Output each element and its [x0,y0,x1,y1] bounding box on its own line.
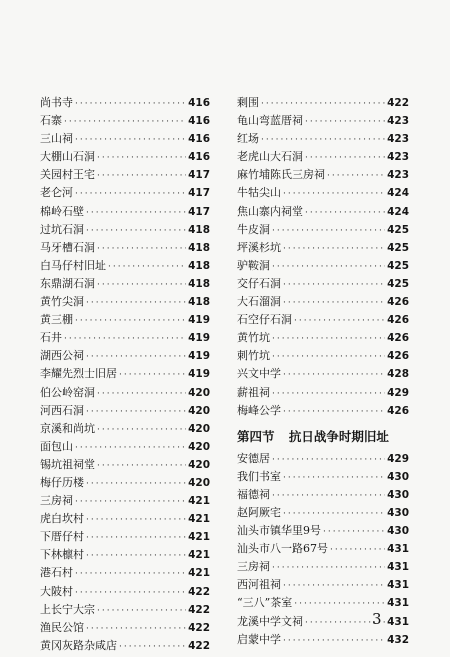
dot-leader [283,469,385,487]
entry-title: 黄冈灰路杂咸店 [40,638,117,652]
entry-title: 赵阿厥宅 [237,505,281,519]
toc-entry [237,365,409,383]
dot-leader [272,451,385,469]
dot-leader [86,204,186,222]
entry-title: 石空仔石洞 [237,313,292,327]
entry-title: 大棚山石洞 [40,150,95,164]
toc-entry [237,275,409,293]
entry-title: 老虎山大石洞 [237,150,303,164]
toc-entry [40,601,210,619]
toc-entry [40,94,210,112]
entry-title: 大石溜洞 [237,295,281,309]
dot-leader [86,475,186,493]
entry-page-number: 431 [387,561,409,574]
entry-title: 安德居 [237,451,270,465]
entry-title: 牛牯尖山 [237,186,281,200]
toc-entry [237,203,409,221]
dot-leader [119,366,186,384]
dot-leader [86,547,186,565]
entry-title: 东鼎湖石洞 [40,276,95,290]
toc-entry [237,148,409,166]
entry-page-number: 417 [188,205,210,218]
entry-page-number: 421 [188,495,210,508]
entry-title: 梅仔历楼 [40,475,84,489]
entry-title: 关园村王宅 [40,168,95,182]
section-heading [237,424,409,450]
entry-page-number: 421 [188,513,210,526]
dot-leader [86,529,186,547]
toc-entry [40,510,210,528]
entry-title: 三山祠 [40,132,73,146]
toc-entry [237,613,409,631]
toc-entry [40,184,210,202]
entry-title: 西河祖祠 [237,578,281,592]
dot-leader [283,185,385,203]
entry-title: 京溪和尚坑 [40,421,95,435]
entry-page-number: 431 [387,597,409,610]
toc-entry [237,522,409,540]
entry-page-number: 420 [188,422,210,435]
toc-entry [237,184,409,202]
dot-leader [283,403,385,421]
toc-entry [40,365,210,383]
dot-leader [108,258,186,276]
dot-leader [323,523,385,541]
toc-entry [40,546,210,564]
entry-title: 上长宁大宗 [40,602,95,616]
toc-entry [237,594,409,612]
entry-title: 梅峰公学 [237,403,281,417]
entry-title: 黄三棚 [40,313,73,327]
entry-page-number: 425 [387,241,409,254]
toc-entry [40,166,210,184]
dot-leader [75,185,186,203]
toc-entry [40,347,210,365]
toc-entry [40,275,210,293]
entry-title: 坪溪杉坑 [237,240,281,254]
toc-entry [40,384,210,402]
toc-column-right [237,94,409,649]
toc-entry [40,311,210,329]
entry-title: 石井 [40,331,62,345]
toc-list-section [237,450,409,649]
entry-title: 石寨 [40,114,62,128]
toc-entry [40,637,210,655]
dot-leader [97,421,186,439]
toc-entry [237,166,409,184]
entry-title: 虎白坎村 [40,512,84,526]
section-number: 第四节 [237,428,275,444]
dot-leader [283,294,385,312]
entry-title: 我们书室 [237,469,281,483]
entry-title: 大陂村 [40,584,73,598]
entry-title: 老仑河 [40,186,73,200]
entry-page-number: 431 [387,543,409,556]
entry-page-number: 416 [188,115,210,128]
toc-entry [40,148,210,166]
dot-leader [97,167,186,185]
entry-page-number: 426 [387,296,409,309]
entry-title: 三房祠 [40,494,73,508]
toc-entry [237,450,409,468]
dot-leader [327,167,385,185]
entry-title: 福德祠 [237,487,270,501]
dot-leader [97,149,186,167]
entry-title: 黄竹尖洞 [40,295,84,309]
dot-leader [272,222,385,240]
toc-entry [40,329,210,347]
dot-leader [272,559,385,577]
entry-page-number: 426 [387,350,409,363]
entry-page-number: 425 [387,277,409,290]
entry-page-number: 421 [188,531,210,544]
dot-leader [75,312,186,330]
toc-entry [237,112,409,130]
entry-page-number: 428 [387,368,409,381]
toc-entry [237,293,409,311]
toc-entry [40,420,210,438]
dot-leader [283,505,385,523]
entry-title: 焦山寨内祠堂 [237,204,303,218]
dot-leader [119,638,186,656]
toc-entry [237,576,409,594]
dot-leader [97,457,186,475]
toc-entry [237,329,409,347]
entry-title: 牛皮洞 [237,222,270,236]
dot-leader [305,149,385,167]
entry-page-number: 426 [387,332,409,345]
toc-entry [237,347,409,365]
entry-page-number: 425 [387,259,409,272]
entry-title: 薪祖祠 [237,385,270,399]
dot-leader [97,240,186,258]
toc-entry [40,203,210,221]
entry-title: 黄竹坑 [237,331,270,345]
dot-leader [97,602,186,620]
entry-page-number: 417 [188,169,210,182]
toc-entry [40,564,210,582]
entry-title: 下厝仔村 [40,530,84,544]
entry-title: 下林檩村 [40,548,84,562]
entry-title: 龙溪中学文祠 [237,614,303,628]
entry-page-number: 418 [188,241,210,254]
entry-title: 面包山 [40,439,73,453]
entry-title: 驴鞍洞 [237,258,270,272]
toc-entry [40,528,210,546]
toc-entry [40,583,210,601]
toc-entry [40,619,210,637]
entry-title: 兴文中学 [237,367,281,381]
entry-page-number: 419 [188,368,210,381]
entry-title: 交仔石洞 [237,276,281,290]
entry-page-number: 418 [188,259,210,272]
dot-leader [97,276,186,294]
entry-page-number: 419 [188,314,210,327]
toc-entry [237,384,409,402]
toc-entry [237,311,409,329]
toc-entry [237,468,409,486]
entry-page-number: 430 [387,488,409,501]
toc-entry [40,474,210,492]
dot-leader [75,131,186,149]
dot-leader [86,511,186,529]
entry-page-number: 420 [188,476,210,489]
entry-page-number: 419 [188,332,210,345]
toc-entry [40,293,210,311]
dot-leader [272,348,385,366]
toc-entry [237,558,409,576]
toc-entry [40,402,210,420]
dot-leader [272,487,385,505]
dot-leader [283,632,385,650]
toc-entry [40,456,210,474]
dot-leader [283,577,385,595]
section-title: 抗日战争时期旧址 [288,428,389,444]
entry-page-number: 418 [188,296,210,309]
dot-leader [283,366,385,384]
entry-page-number: 429 [387,386,409,399]
toc-entry [237,631,409,649]
dot-leader [272,385,385,403]
entry-page-number: 420 [188,440,210,453]
entry-page-number: 416 [188,133,210,146]
dot-leader [330,541,385,559]
entry-title: 尚书寺 [40,96,73,109]
toc-list-right [237,94,409,420]
dot-leader [75,565,186,583]
entry-page-number: 430 [387,525,409,538]
entry-page-number: 430 [387,470,409,483]
entry-title: 湖西公祠 [40,349,84,363]
toc-entry [237,221,409,239]
entry-title: 红场 [237,132,259,146]
toc-entry [40,239,210,257]
entry-page-number: 431 [387,615,409,628]
dot-leader [86,222,186,240]
dot-leader [86,348,186,366]
entry-title: 过坑石洞 [40,222,84,236]
entry-page-number: 424 [387,205,409,218]
toc-entry [237,257,409,275]
dot-leader [86,294,186,312]
entry-page-number: 422 [188,603,210,616]
dot-leader [305,113,385,131]
dot-leader [294,312,385,330]
entry-page-number: 423 [387,151,409,164]
entry-page-number: 425 [387,223,409,236]
dot-leader [64,330,186,348]
toc-entry [237,130,409,148]
entry-page-number: 418 [188,277,210,290]
toc-entry [40,257,210,275]
toc-entry [237,540,409,558]
toc-entry [237,402,409,420]
entry-title: 汕头市镇华里9号 [237,524,321,538]
dot-leader [75,584,186,602]
entry-page-number: 426 [387,404,409,417]
entry-page-number: 422 [188,585,210,598]
entry-page-number: 426 [387,314,409,327]
toc-entry [237,239,409,257]
entry-page-number: 429 [387,452,409,465]
dot-leader [272,330,385,348]
entry-page-number: 418 [188,223,210,236]
dot-leader [64,113,186,131]
entry-title: 渔民公馆 [40,620,84,634]
entry-title: 汕头市八一路67号 [237,542,328,556]
toc-entry [40,112,210,130]
page-number: 3 [372,610,382,628]
dot-leader [75,439,186,457]
entry-page-number: 420 [188,386,210,399]
dot-leader [283,240,385,258]
entry-page-number: 421 [188,549,210,562]
entry-title: 白马仔村旧址 [40,258,106,272]
entry-title: 李耀先烈士旧居 [40,367,117,381]
dot-leader [261,95,385,113]
entry-page-number: 423 [387,133,409,146]
entry-page-number: 416 [188,151,210,164]
dot-leader [283,276,385,294]
entry-page-number: 430 [387,506,409,519]
entry-page-number: 420 [188,404,210,417]
dot-leader [261,131,385,149]
toc-entry [237,94,409,112]
dot-leader [86,403,186,421]
entry-title: 启蒙中学 [237,632,281,646]
entry-title: 麻竹埔陈氏三房祠 [237,168,325,182]
entry-page-number: 422 [387,97,409,109]
entry-title: 龟山弯蓝厝祠 [237,114,303,128]
dot-leader [272,258,385,276]
toc-column-left [40,94,210,655]
dot-leader [305,204,385,222]
dot-leader [97,385,186,403]
entry-page-number: 422 [188,639,210,652]
toc-entry [40,221,210,239]
entry-title: 三房祠 [237,560,270,574]
entry-title: “三八”茶室 [237,596,293,610]
entry-page-number: 432 [387,633,409,646]
entry-page-number: 424 [387,187,409,200]
entry-page-number: 420 [188,458,210,471]
dot-leader [75,95,186,113]
entry-page-number: 421 [188,567,210,580]
entry-title: 刺竹坑 [237,349,270,363]
toc-entry [40,438,210,456]
dot-leader [75,493,186,511]
toc-entry [40,492,210,510]
entry-title: 锡坑祖祠堂 [40,457,95,471]
entry-page-number: 431 [387,579,409,592]
entry-title: 马牙槽石洞 [40,240,95,254]
entry-page-number: 423 [387,169,409,182]
entry-page-number: 423 [387,115,409,128]
entry-page-number: 417 [188,187,210,200]
entry-page-number: 422 [188,621,210,634]
entry-title: 棉岭石壁 [40,204,84,218]
dot-leader [86,620,186,638]
toc-entry [237,486,409,504]
entry-title: 河西石洞 [40,403,84,417]
entry-page-number: 416 [188,97,210,109]
toc-entry [40,130,210,148]
entry-title: 剩围 [237,96,259,109]
toc-entry [237,504,409,522]
entry-page-number: 419 [188,350,210,363]
entry-title: 伯公岭窑洞 [40,385,95,399]
entry-title: 港石村 [40,566,73,580]
